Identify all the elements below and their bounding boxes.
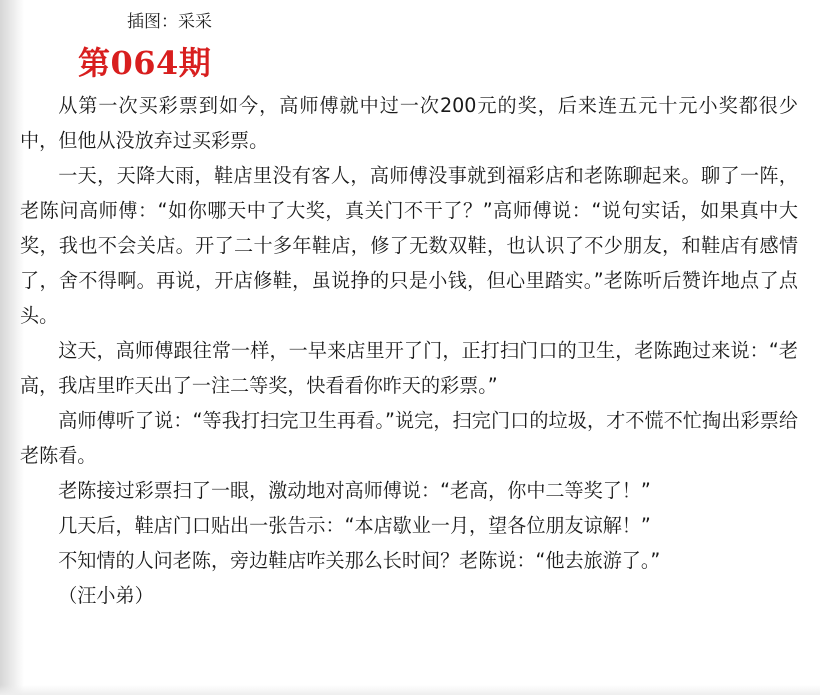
article-paragraph: 这天，高师傅跟往常一样，一早来店里开了门，正打扫门口的卫生，老陈跑过来说：“老高，我店里昨天出了一注二等奖，快看看你昨天的彩票。” xyxy=(20,339,798,397)
article-paragraph: 从第一次买彩票到如今，高师傅就中过一次200元的奖，后来连五元十元小奖都很少中，但他从没放弃过买彩票。 xyxy=(20,94,798,152)
article-paragraph: 一天，天降大雨，鞋店里没有客人，高师傅没事就到福彩店和老陈聊起来。聊了一阵，老陈问高师傅：“如你哪天中了大奖，真关门不干了？”高师傅说：“说句实话，如果真中大奖，我也不会关店。开了二十多年鞋店，修了无数双鞋，也认识了不少朋友，和鞋店有感情了，舍不得啊。再说，开店修鞋，虽说挣的只是小钱，但心里踏实。”老陈听后赞许地点了点头。 xyxy=(20,164,798,327)
article-paragraph: 几天后，鞋店门口贴出一张告示：“本店歇业一月，望各位朋友谅解！” xyxy=(58,514,651,537)
article-paragraph: 老陈接过彩票扫了一眼，激动地对高师傅说：“老高，你中二等奖了！” xyxy=(58,479,651,502)
article-paragraph: 高师傅听了说：“等我打扫完卫生再看。”说完，扫完门口的垃圾，才不慌不忙掏出彩票给老陈看。 xyxy=(20,409,798,467)
author-signature: （汪小弟） xyxy=(58,584,154,607)
bottom-page-shadow xyxy=(0,685,820,695)
article-body xyxy=(20,88,798,613)
article-paragraph: 不知情的人问老陈，旁边鞋店咋关那么长时间？老陈说：“他去旅游了。” xyxy=(58,549,661,572)
issue-title: 第064期 xyxy=(78,44,212,82)
illustration-credit: 插图：采采 xyxy=(127,12,212,32)
